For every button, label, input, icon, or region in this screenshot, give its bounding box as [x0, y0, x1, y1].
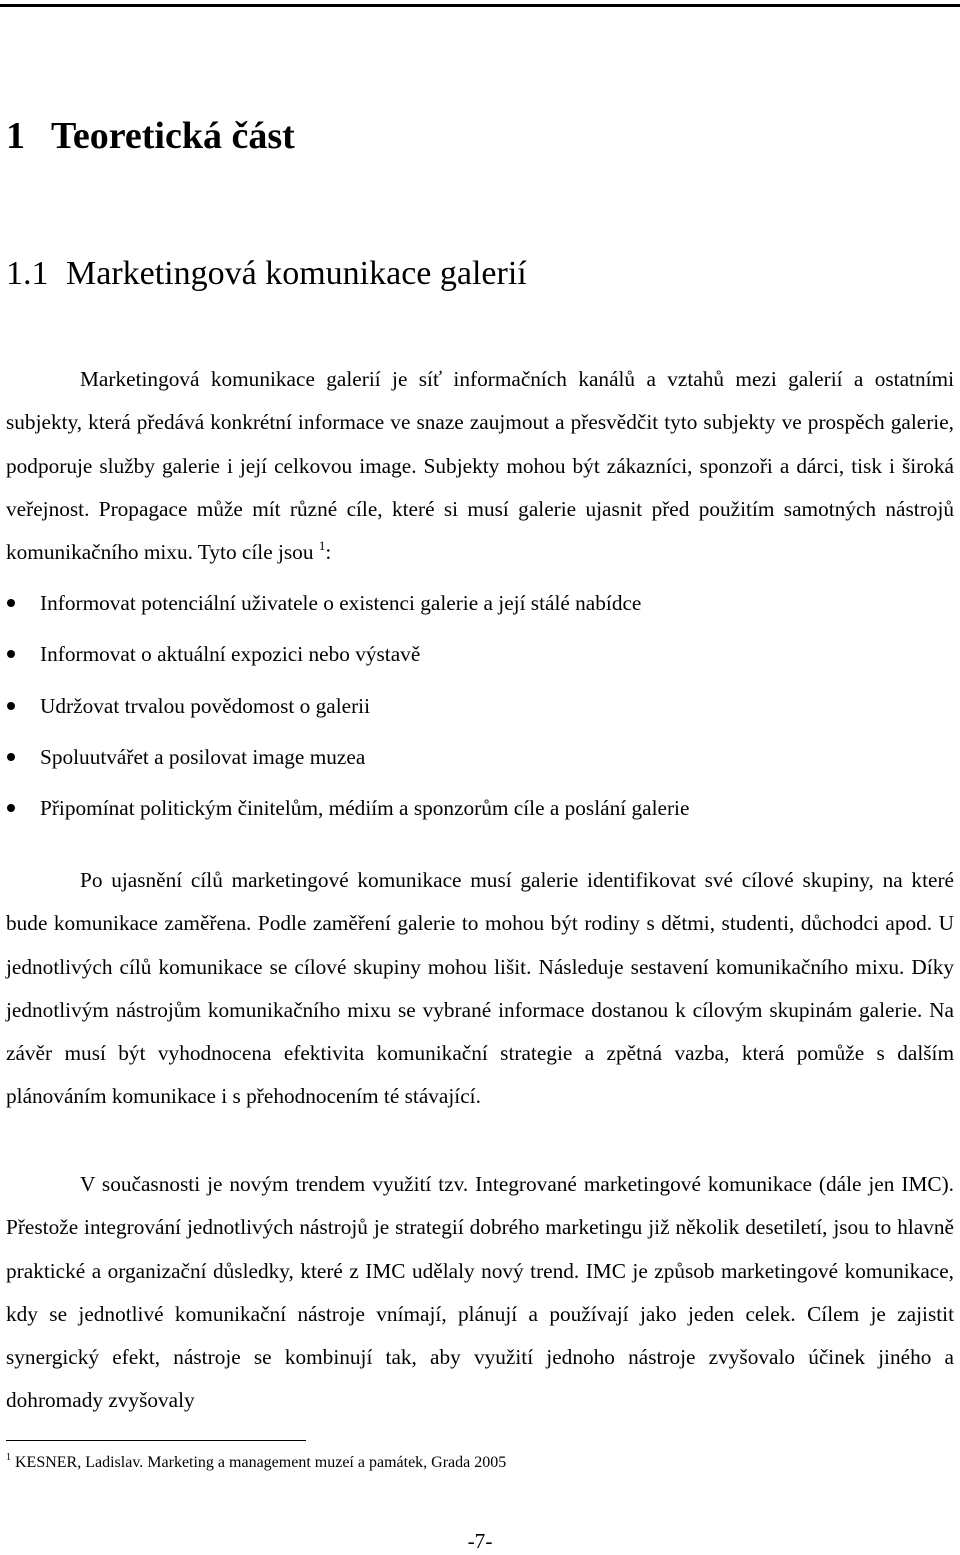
- paragraph-line: lišit. Následuje sestavení komunikačního mixu. Díky jednotlivým nástrojům komunikačního: [6, 954, 955, 1022]
- list-item: [0, 736, 689, 787]
- bullet-icon: [7, 702, 15, 710]
- paragraph-line: kombinují tak, aby využití jednoho nástroje zvyšovalo účinek jiného a dohromady zvyšovaly: [6, 1345, 954, 1413]
- paragraph-line: plánováním komunikace i s přehodnocením té stávající.: [6, 1084, 481, 1109]
- list-item: [0, 685, 689, 736]
- footnote-number: 1: [6, 1452, 11, 1463]
- list-item-text: Připomínat politickým činitelům, médiím a sponzorům cíle a poslání galerie: [40, 796, 690, 821]
- goals-list: [0, 582, 689, 838]
- chapter-title: Teoretická část: [51, 115, 295, 157]
- footnote: [6, 1451, 506, 1475]
- paragraph-line: trend. IMC je způsob marketingové komunikace, kdy se jednotlivé komunikační nástroje: [6, 1258, 955, 1326]
- footnote-text: KESNER, Ladislav. Marketing a management muzeí a památek, Grada 2005: [15, 1454, 507, 1471]
- paragraph-line: musí galerie ujasnit před použitím samotných nástrojů komunikačního mixu. Tyto cíle jsou: [6, 496, 955, 565]
- bullet-icon: [7, 804, 15, 812]
- bullet-icon: [7, 753, 15, 761]
- list-item-text: Informovat potenciální uživatele o existenci galerie a její stálé nabídce: [40, 591, 642, 615]
- paragraph-line: V současnosti je novým trendem využití tzv. Integrované marketingové komunikace: [80, 1172, 812, 1196]
- paragraph-trailing: :: [325, 540, 332, 565]
- paragraph-target-groups: [6, 859, 954, 1119]
- list-item: [0, 633, 689, 684]
- paragraph-line: vnímají, plánují a používají jako jeden celek. Cílem je zajistit synergický efekt, nástroje se: [6, 1301, 954, 1370]
- paragraph-line: mixu se vybrané informace dostanou k cílovým skupinám galerie. Na závěr musí být: [6, 997, 955, 1066]
- paragraph-line: několik desetiletí, jsou to hlavně praktické a organizační důsledky, které z IMC udělaly nový: [6, 1215, 955, 1283]
- section-heading: [6, 252, 527, 296]
- section-title: Marketingová komunikace galerií: [66, 255, 527, 292]
- paragraph-line: vyhodnocena efektivita komunikační strategie a zpětná vazba, která pomůže s dalším: [157, 1041, 955, 1066]
- chapter-number: 1: [6, 115, 25, 157]
- paragraph-line: Marketingová komunikace galerií je síť informačních kanálů a vztahů mezi galerií a: [80, 367, 864, 391]
- chapter-heading: [6, 112, 295, 160]
- paragraph-intro: [6, 358, 954, 574]
- footnote-separator: [6, 1440, 306, 1441]
- paragraph-line: skupiny, na které bude komunikace zaměřena. Podle zaměření galerie to mohou být rodiny: [6, 868, 954, 936]
- footnote-reference: 1: [318, 538, 326, 554]
- section-number: 1.1: [6, 255, 49, 292]
- list-item-text: Informovat o aktuální expozici nebo výstavě: [40, 642, 421, 667]
- paragraph-imc: [6, 1163, 954, 1423]
- list-item-text: Udržovat trvalou povědomost o galerii: [40, 693, 371, 718]
- paragraph-line: Po ujasnění cílů marketingové komunikace musí galerie identifikovat své cílové: [80, 868, 794, 892]
- paragraph-line: subjekty ve prospěch galerie, podporuje služby galerie i její celkovou image. Subjekty mohou: [6, 410, 954, 478]
- bullet-icon: [7, 599, 15, 607]
- paragraph-line: s dětmi, studenti, důchodci apod. U jednotlivých cílů komunikace se cílové skupiny mohou: [6, 911, 954, 979]
- paragraph-line: ostatními subjekty, která předává konkrétní informace ve snaze zaujmout a přesvědčit tyto: [6, 367, 954, 435]
- list-item-text: Spoluutvářet a posilovat image muzea: [40, 744, 366, 769]
- list-item: [0, 787, 689, 838]
- paragraph-line: (dále jen IMC). Přestože integrování jednotlivých nástrojů je strategií dobrého marketingu již: [6, 1172, 954, 1240]
- list-item: [0, 582, 689, 633]
- bullet-icon: [7, 650, 15, 658]
- page-number: -7-: [467, 1529, 493, 1553]
- top-rule: [0, 4, 960, 7]
- paragraph-line: být zákazníci, sponzoři a dárci, tisk i široká veřejnost. Propagace může mít různé cíle, které si: [6, 453, 955, 521]
